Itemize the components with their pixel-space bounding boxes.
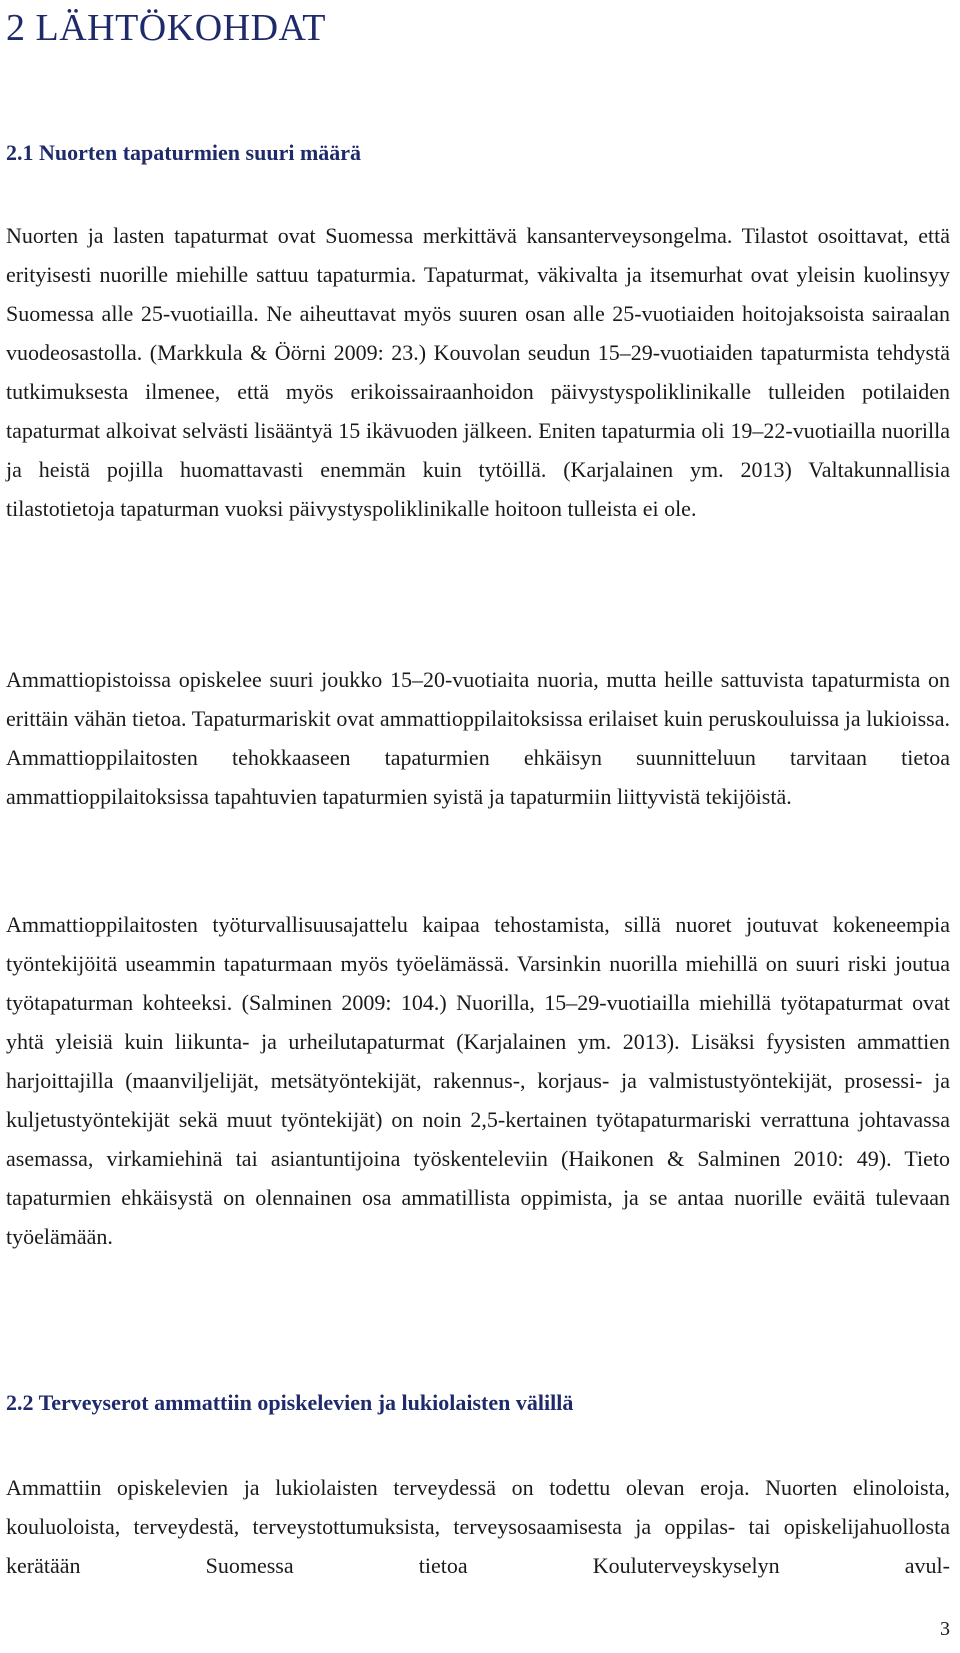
section-title-2-2: 2.2 Terveyserot ammattiin opiskelevien ja lukiolaisten välillä [6, 1390, 574, 1415]
section-title-2-1: 2.1 Nuorten tapaturmien suuri määrä [6, 140, 362, 165]
paragraph-2: Ammattiopistoissa opiskelee suuri joukko 15–20-vuotiaita nuoria, mutta heille sattuvista tapaturmista on erittäin vähän tietoa. Tapaturmariskit ovat ammattioppilaitoksissa erilaiset kuin peruskouluissa ja lukioissa. Ammattioppilaitosten tehokkaaseen tapaturmien ehkäisyn suunnitteluun tarvitaan tietoa ammattioppilaitoksissa tapahtuvien tapaturmien syistä ja tapaturmiin liittyvistä tekijöistä. [6, 667, 950, 809]
paragraph-1: Nuorten ja lasten tapaturmat ovat Suomessa merkittävä kansanterveysongelma. Tilastot osoittavat, että erityisesti nuorille miehille sattuu tapaturmia. Tapaturmat, väkivalta ja itsemurhat ovat yleisin kuolinsyy Suomessa alle 25-vuotiailla. Ne aiheuttavat myös suuren osan alle 25-vuotiaiden hoitojaksoista sairaalan vuodeosastolla. (Markkula & Öörni 2009: 23.) Kouvolan seudun 15–29-vuotiaiden tapaturmista tehdystä tutkimuksesta ilmenee, että myös erikoissairaanhoidon päivystyspoliklinikalle tulleiden potilaiden tapaturmat alkoivat selvästi lisääntyä 15 ikävuoden jälkeen. Eniten tapaturmia oli 19–22-vuotiailla nuorilla ja heistä pojilla huomattavasti enemmän kuin tytöillä. (Karjalainen ym. 2013) Valtakunnallisia tilastotietoja tapaturman vuoksi päivystyspoliklinikalle hoitoon tulleista ei ole. [6, 223, 950, 521]
paragraph-4: Ammattiin opiskelevien ja lukiolaisten terveydessä on todettu olevan eroja. Nuorten elinoloista, kouluoloista, terveydestä, terveystottumuksista, terveysosaamisesta ja oppilas- tai opiskelijahuollosta kerätään Suomessa tietoa Kouluterveyskyselyn avul- [6, 1475, 950, 1578]
page-number: 3 [940, 1618, 950, 1640]
chapter-title: 2 LÄHTÖKOHDAT [6, 7, 326, 49]
paragraph-3: Ammattioppilaitosten työturvallisuusajattelu kaipaa tehostamista, sillä nuoret joutuvat kokeneempia työntekijöitä useammin tapaturmaan myös työelämässä. Varsinkin nuorilla miehillä on suuri riski joutua työtapaturman kohteeksi. (Salminen 2009: 104.) Nuorilla, 15–29-vuotiailla miehillä työtapaturmat ovat yhtä yleisiä kuin liikunta- ja urheilutapaturmat (Karjalainen ym. 2013). Lisäksi fyysisten ammattien harjoittajilla (maanviljelijät, metsätyöntekijät, rakennus-, korjaus- ja valmistustyöntekijät, prosessi- ja kuljetustyöntekijät sekä muut työntekijät) on noin 2,5-kertainen työtapaturmariski verrattuna johtavassa asemassa, virkamiehinä tai asiantuntijoina työskenteleviin (Haikonen & Salminen 2010: 49). Tieto tapaturmien ehkäisystä on olennainen osa ammatillista oppimista, ja se antaa nuorille eväitä tulevaan työelämään. [6, 912, 950, 1249]
